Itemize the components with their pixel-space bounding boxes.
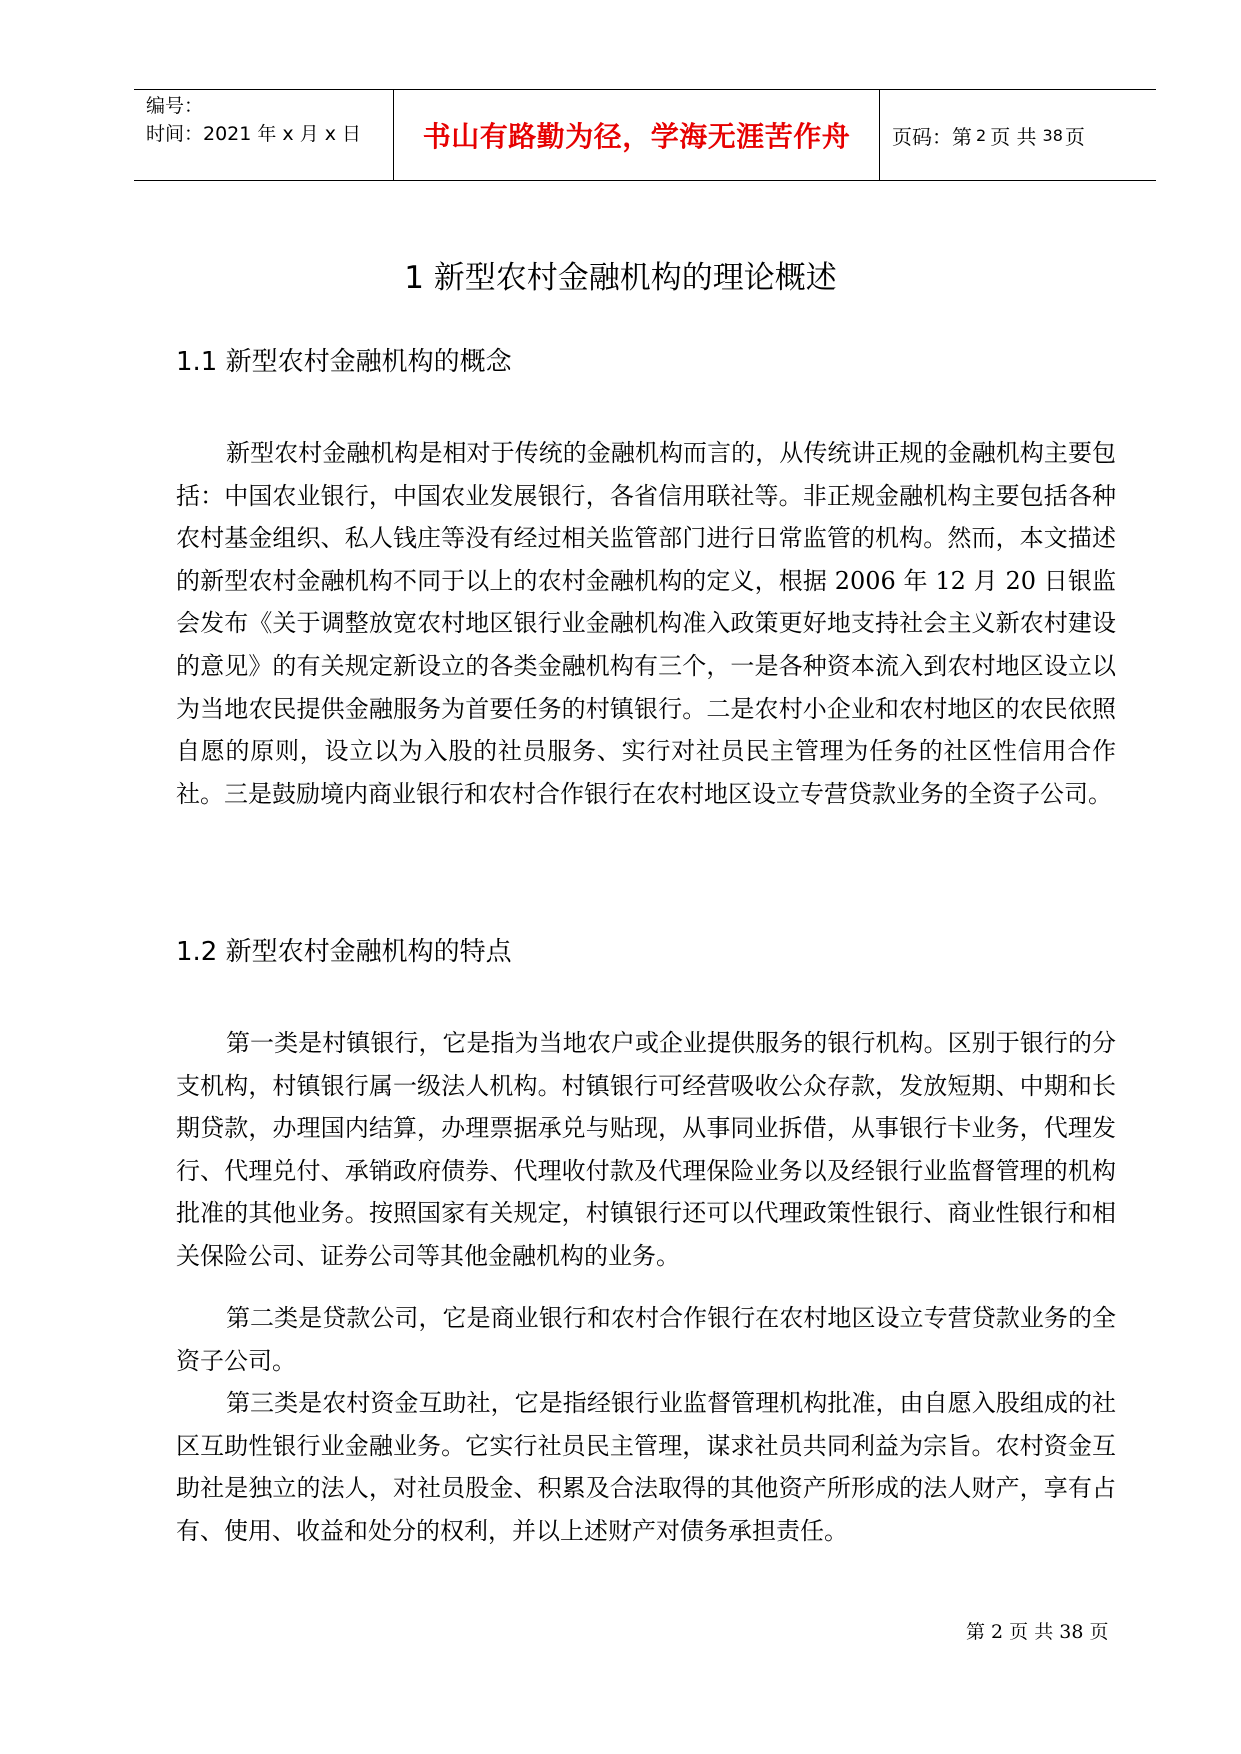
page-header (134, 89, 1156, 181)
section-heading: 1.2 新型农村金融机构的特点 (176, 937, 512, 967)
header-motto: 书山有路勤为径，学海无涯苦作舟 (394, 90, 880, 180)
section-heading: 1.1 新型农村金融机构的概念 (176, 347, 512, 377)
header-page-info (880, 90, 1156, 180)
paragraph: 第三类是农村资金互助社，它是指经银行业监督管理机构批准，由自愿入股组成的社区互助性银行业金融业务。它实行社员民主管理，谋求社员共同利益为宗旨。农村资金互助社是独立的法人，对社员股金、积累及合法取得的其他资产所形成的法人财产，享有占有、使用、收益和处分的权利，并以上述财产对债务承担责任。 (176, 1389, 1116, 1545)
page-number: 2 (976, 125, 987, 145)
page-total: 38 (1042, 125, 1063, 145)
paragraph: 第一类是村镇银行，它是指为当地农户或企业提供服务的银行机构。区别于银行的分支机构，村镇银行属一级法人机构。村镇银行可经营吸收公众存款，发放短期、中期和长期贷款，办理国内结算，办理票据承兑与贴现，从事同业拆借，从事银行卡业务，代理发行、代理兑付、承销政府债券、代理收付款及代理保险业务以及经银行业监督管理的机构批准的其他业务。按照国家有关规定，村镇银行还可以代理政策性银行、商业性银行和相关保险公司、证券公司等其他金融机构的业务。 (176, 1029, 1116, 1270)
header-meta (134, 90, 394, 180)
chapter-title: 1 新型农村金融机构的理论概述 (404, 260, 837, 296)
page-prefix: 页码：第 (892, 124, 972, 149)
page-mid: 页 共 (990, 124, 1037, 149)
page-suffix: 页 (1064, 124, 1085, 149)
document-number-label: 编号： (146, 95, 204, 117)
document-time-label: 时间：2021 年 x 月 x 日 (146, 123, 362, 145)
paragraph: 第二类是贷款公司，它是商业银行和农村合作银行在农村地区设立专营贷款业务的全资子公司。 (176, 1304, 1116, 1375)
page-footer: 第 2 页 共 38 页 (966, 1621, 1109, 1643)
paragraph: 新型农村金融机构是相对于传统的金融机构而言的，从传统讲正规的金融机构主要包括：中国农业银行，中国农业发展银行，各省信用联社等。非正规金融机构主要包括各种农村基金组织、私人钱庄等没有经过相关监管部门进行日常监管的机构。然而，本文描述的新型农村金融机构不同于以上的农村金融机构的定义，根据 2006 年 12 月 20 日银监会发布《关于调整放宽农村地区银行业金融机构准入政策更好地支持社会主义新农村建设的意见》的有关规定新设立的各类金融机构有三个，一是各种资本流入到农村地区设立以为当地农民提供金融服务为首要任务的村镇银行。二是农村小企业和农村地区的农民依照自愿的原则，设立以为入股的社员服务、实行对社员民主管理为任务的社区性信用合作社。三是鼓励境内商业银行和农村合作银行在农村地区设立专营贷款业务的全资子公司。 (176, 439, 1116, 808)
